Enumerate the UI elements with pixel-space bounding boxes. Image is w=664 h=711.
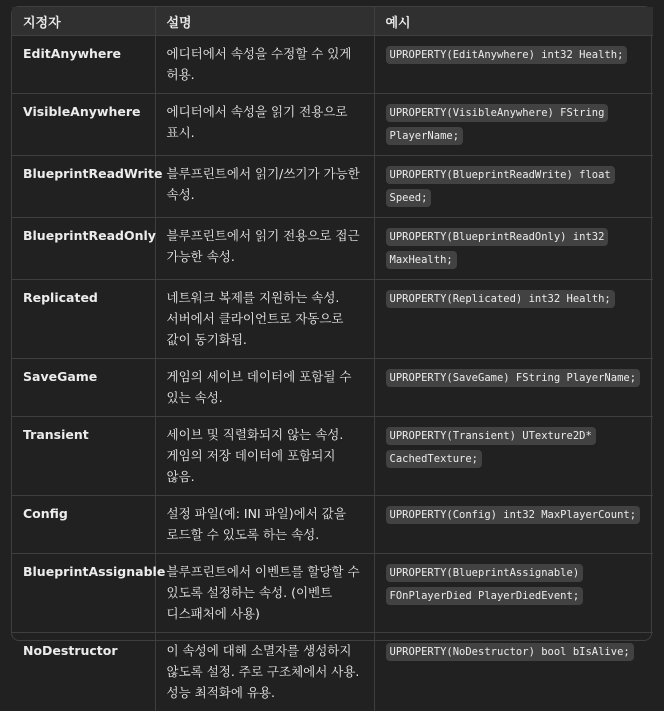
- example-cell: [374, 156, 653, 218]
- description-cell: 네트워크 복제를 지원하는 속성. 서버에서 클라이언트로 자동으로 값이 동기화됨.: [155, 280, 374, 359]
- example-code[interactable]: UPROPERTY(Transient) UTexture2D* CachedTexture;: [386, 427, 596, 468]
- example-code[interactable]: UPROPERTY(BlueprintReadOnly) int32 MaxHealth;: [386, 228, 609, 269]
- example-code[interactable]: UPROPERTY(VisibleAnywhere) FString PlayerName;: [386, 104, 609, 145]
- example-code[interactable]: UPROPERTY(NoDestructor) bool bIsAlive;: [386, 643, 634, 661]
- table-row: [12, 156, 653, 218]
- specifier-cell: BlueprintReadWrite: [12, 156, 155, 218]
- table-header: [12, 7, 653, 36]
- table-body: [12, 36, 653, 711]
- header-specifier: 지정자: [12, 7, 155, 36]
- description-cell: 게임의 세이브 데이터에 포함될 수 있는 속성.: [155, 359, 374, 417]
- specifier-cell: BlueprintAssignable: [12, 554, 155, 633]
- table-row: [12, 633, 653, 711]
- table-row: [12, 218, 653, 280]
- table-row: [12, 94, 653, 156]
- specifier-cell: Config: [12, 496, 155, 554]
- table-row: [12, 554, 653, 633]
- table-row: [12, 417, 653, 496]
- specifier-cell: EditAnywhere: [12, 36, 155, 94]
- example-cell: [374, 633, 653, 711]
- table-row: [12, 280, 653, 359]
- header-description: 설명: [155, 7, 374, 36]
- specifier-cell: VisibleAnywhere: [12, 94, 155, 156]
- example-code[interactable]: UPROPERTY(BlueprintReadWrite) float Speed;: [386, 166, 615, 207]
- description-cell: 에디터에서 속성을 읽기 전용으로 표시.: [155, 94, 374, 156]
- table-row: [12, 496, 653, 554]
- example-code[interactable]: UPROPERTY(EditAnywhere) int32 Health;: [386, 46, 628, 64]
- example-code[interactable]: UPROPERTY(SaveGame) FString PlayerName;: [386, 369, 641, 387]
- header-example: 예시: [374, 7, 653, 36]
- description-cell: 블루프린트에서 읽기/쓰기가 가능한 속성.: [155, 156, 374, 218]
- description-cell: 설정 파일(예: INI 파일)에서 값을 로드할 수 있도록 하는 속성.: [155, 496, 374, 554]
- example-code[interactable]: UPROPERTY(BlueprintAssignable) FOnPlayerDied PlayerDiedEvent;: [386, 564, 584, 605]
- example-cell: [374, 554, 653, 633]
- description-cell: 이 속성에 대해 소멸자를 생성하지 않도록 설정. 주로 구조체에서 사용. 성능 최적화에 유용.: [155, 633, 374, 711]
- specifier-cell: Replicated: [12, 280, 155, 359]
- specifier-cell: BlueprintReadOnly: [12, 218, 155, 280]
- description-cell: 블루프린트에서 읽기 전용으로 접근 가능한 속성.: [155, 218, 374, 280]
- example-code[interactable]: UPROPERTY(Config) int32 MaxPlayerCount;: [386, 506, 641, 524]
- header-row: [12, 7, 653, 36]
- specifier-table-container: [11, 6, 652, 641]
- description-cell: 블루프린트에서 이벤트를 할당할 수 있도록 설정하는 속성. (이벤트 디스패처에 사용): [155, 554, 374, 633]
- example-code[interactable]: UPROPERTY(Replicated) int32 Health;: [386, 290, 615, 308]
- example-cell: [374, 417, 653, 496]
- table-row: [12, 359, 653, 417]
- example-cell: [374, 94, 653, 156]
- specifier-table: [12, 7, 653, 711]
- example-cell: [374, 36, 653, 94]
- description-cell: 에디터에서 속성을 수정할 수 있게 허용.: [155, 36, 374, 94]
- example-cell: [374, 280, 653, 359]
- specifier-cell: SaveGame: [12, 359, 155, 417]
- specifier-cell: Transient: [12, 417, 155, 496]
- table-row: [12, 36, 653, 94]
- example-cell: [374, 359, 653, 417]
- description-cell: 세이브 및 직렬화되지 않는 속성. 게임의 저장 데이터에 포함되지 않음.: [155, 417, 374, 496]
- specifier-cell: NoDestructor: [12, 633, 155, 711]
- example-cell: [374, 218, 653, 280]
- example-cell: [374, 496, 653, 554]
